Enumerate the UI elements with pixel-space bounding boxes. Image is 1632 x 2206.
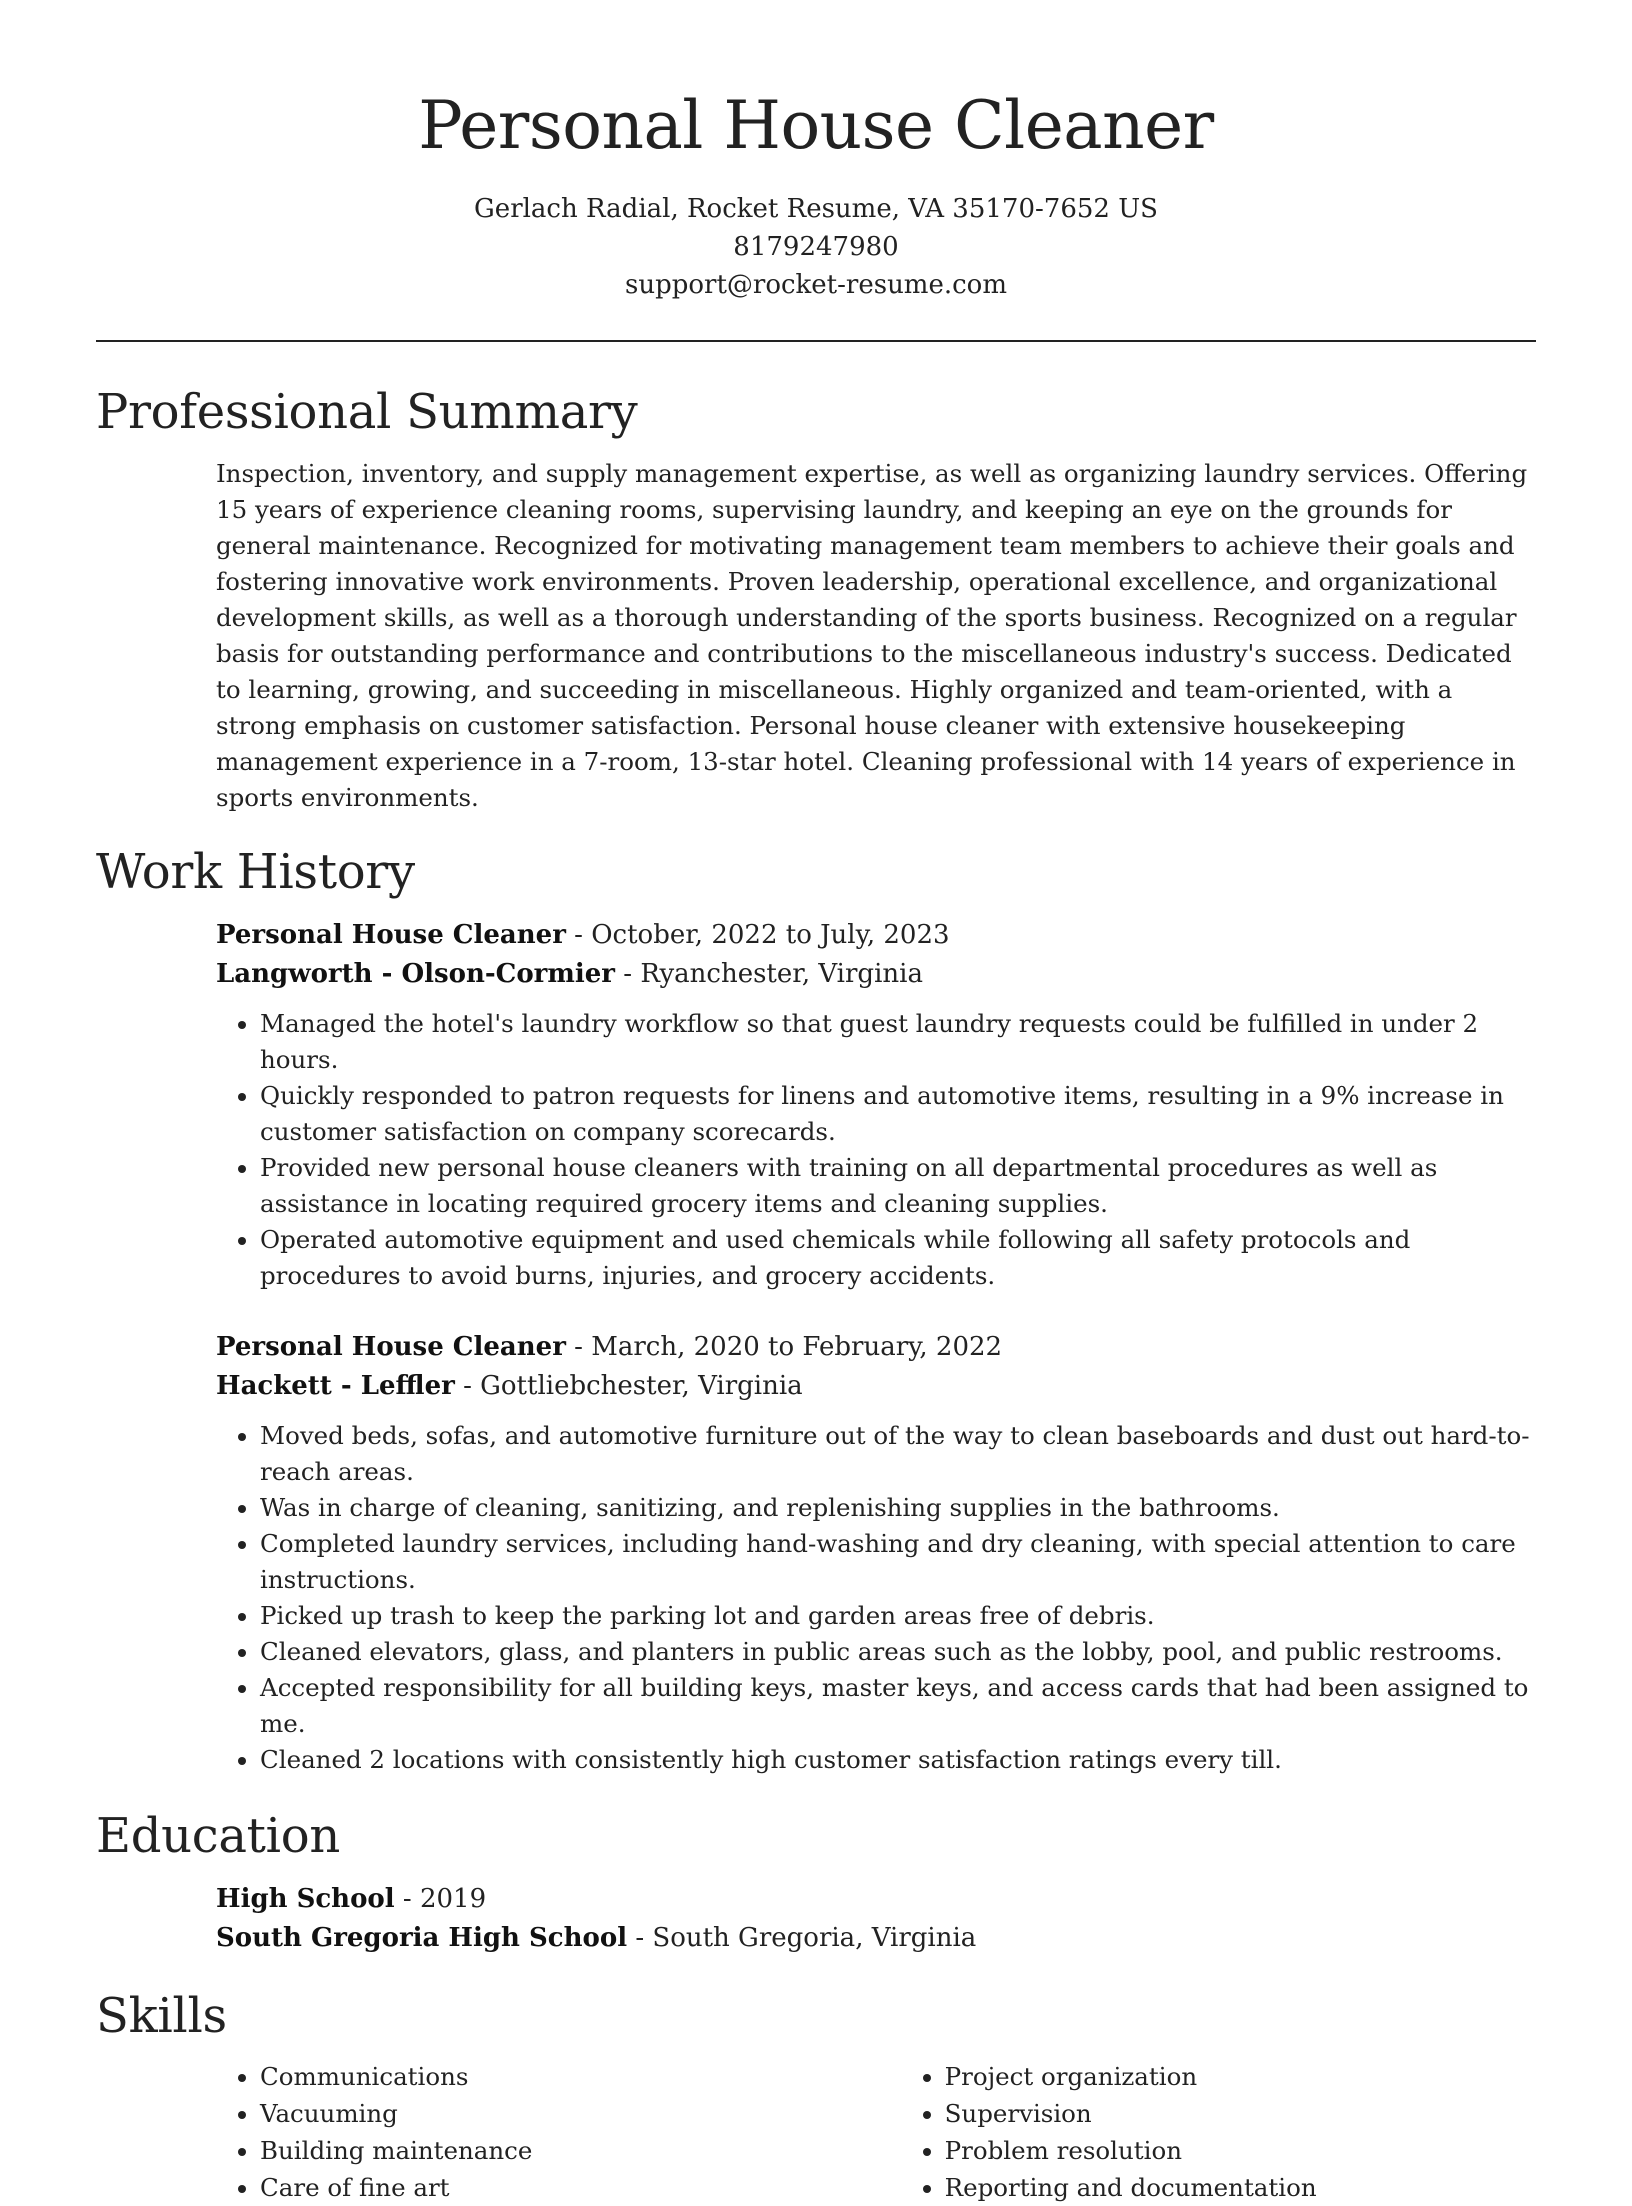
job-bullet: • Operated automotive equipment and used chemicals while following all safety protocols and procedures to avoid burns, injuries, and grocery accidents. [260, 1222, 1536, 1294]
job-location: - Gottliebchester, Virginia [454, 1371, 803, 1401]
job-bullet: • Cleaned 2 locations with consistently high customer satisfaction ratings every till. [260, 1742, 1536, 1778]
phone-text: 8179247980 [733, 232, 899, 262]
education-heading: Education [96, 1808, 340, 1864]
job-bullet: • Managed the hotel's laundry workflow so that guest laundry requests could be fulfilled in under 2 hours. [260, 1006, 1536, 1078]
job-title-line [216, 1328, 1536, 1367]
job-entry [216, 1328, 1536, 1778]
job-company-line [216, 1367, 1536, 1406]
job-bullet: • Moved beds, sofas, and automotive furniture out of the way to clean baseboards and dust out hard-to-reach areas. [260, 1418, 1536, 1490]
skills-column-right [901, 2058, 1536, 2206]
summary-text: Inspection, inventory, and supply management expertise, as well as organizing laundry services. Offering 15 years of experience cleaning rooms, supervising laundry, and keeping an eye on the grounds for general maintenance. Recognized for motivating management team members to achieve their goals and fostering innovative work environments. Proven leadership, operational excellence, and organizational development skills, as well as a thorough understanding of the sports business. Recognized on a regular basis for outstanding performance and contributions to the miscellaneous industry's success. Dedicated to learning, growing, and succeeding in miscellaneous. Highly organized and team-oriented, with a strong emphasis on customer satisfaction. Personal house cleaner with extensive housekeeping management experience in a 7-room, 13-star hotel. Cleaning professional with 14 years of experience in sports environments. [216, 459, 1528, 812]
job-bullet: • Was in charge of cleaning, sanitizing, and replenishing supplies in the bathrooms. [260, 1490, 1536, 1526]
degree-line [216, 1880, 1536, 1919]
education-section [96, 1806, 1536, 1958]
job-dates: - March, 2020 to February, 2022 [565, 1332, 1003, 1362]
school-line [216, 1919, 1536, 1958]
job-entry [216, 916, 1536, 1294]
job-bullet: • Picked up trash to keep the parking lot and garden areas free of debris. [260, 1598, 1536, 1634]
skill-item: • Building maintenance [260, 2132, 901, 2169]
resume-page [96, 0, 1536, 2206]
skills-heading: Skills [96, 1988, 227, 2044]
job-location: - Ryanchester, Virginia [615, 959, 923, 989]
skill-item: • Communications [260, 2058, 901, 2095]
job-bullet: • Accepted responsibility for all building keys, master keys, and access cards that had been assigned to me. [260, 1670, 1536, 1742]
skills-column-left [216, 2058, 901, 2206]
job-bullets [216, 1006, 1536, 1294]
degree-year: - 2019 [394, 1884, 487, 1914]
job-bullet: • Quickly responded to patron requests for linens and automotive items, resulting in a 9% increase in customer satisfaction on company scorecards. [260, 1078, 1536, 1150]
job-bullet: • Completed laundry services, including hand-washing and dry cleaning, with special attention to care instructions. [260, 1526, 1536, 1598]
header-divider [96, 340, 1536, 342]
address-text: Gerlach Radial, Rocket Resume, VA 35170-7652 US [474, 194, 1158, 224]
school-name: South Gregoria High School [216, 1923, 628, 1953]
skills-grid [216, 2058, 1536, 2206]
summary-heading: Professional Summary [96, 384, 638, 440]
skill-item: • Supervision [945, 2095, 1536, 2132]
skill-item: • Reporting and documentation [945, 2169, 1536, 2206]
job-company: Langworth - Olson-Cormier [216, 959, 616, 989]
job-role: Personal House Cleaner [216, 1332, 566, 1362]
skill-item: • Care of fine art [260, 2169, 901, 2206]
education-entry [216, 1880, 1536, 1958]
job-bullet: • Provided new personal house cleaners with training on all departmental procedures as well as assistance in locating required grocery items and cleaning supplies. [260, 1150, 1536, 1222]
skill-item: • Project organization [945, 2058, 1536, 2095]
summary-section [96, 382, 1536, 816]
candidate-title: Personal House Cleaner [418, 87, 1214, 164]
job-role: Personal House Cleaner [216, 920, 566, 950]
job-bullets [216, 1418, 1536, 1778]
school-location: - South Gregoria, Virginia [627, 1923, 977, 1953]
resume-header [96, 0, 1536, 304]
degree-name: High School [216, 1884, 395, 1914]
email-text: support@rocket-resume.com [624, 270, 1007, 300]
contact-info [96, 190, 1536, 304]
work-history-section [96, 842, 1536, 1778]
job-dates: - October, 2022 to July, 2023 [565, 920, 950, 950]
skill-item: • Vacuuming [260, 2095, 901, 2132]
job-company: Hackett - Leffler [216, 1371, 455, 1401]
skills-section [96, 1986, 1536, 2206]
skill-item: • Problem resolution [945, 2132, 1536, 2169]
job-title-line [216, 916, 1536, 955]
job-company-line [216, 955, 1536, 994]
work-history-heading: Work History [96, 844, 415, 900]
job-bullet: • Cleaned elevators, glass, and planters in public areas such as the lobby, pool, and public restrooms. [260, 1634, 1536, 1670]
